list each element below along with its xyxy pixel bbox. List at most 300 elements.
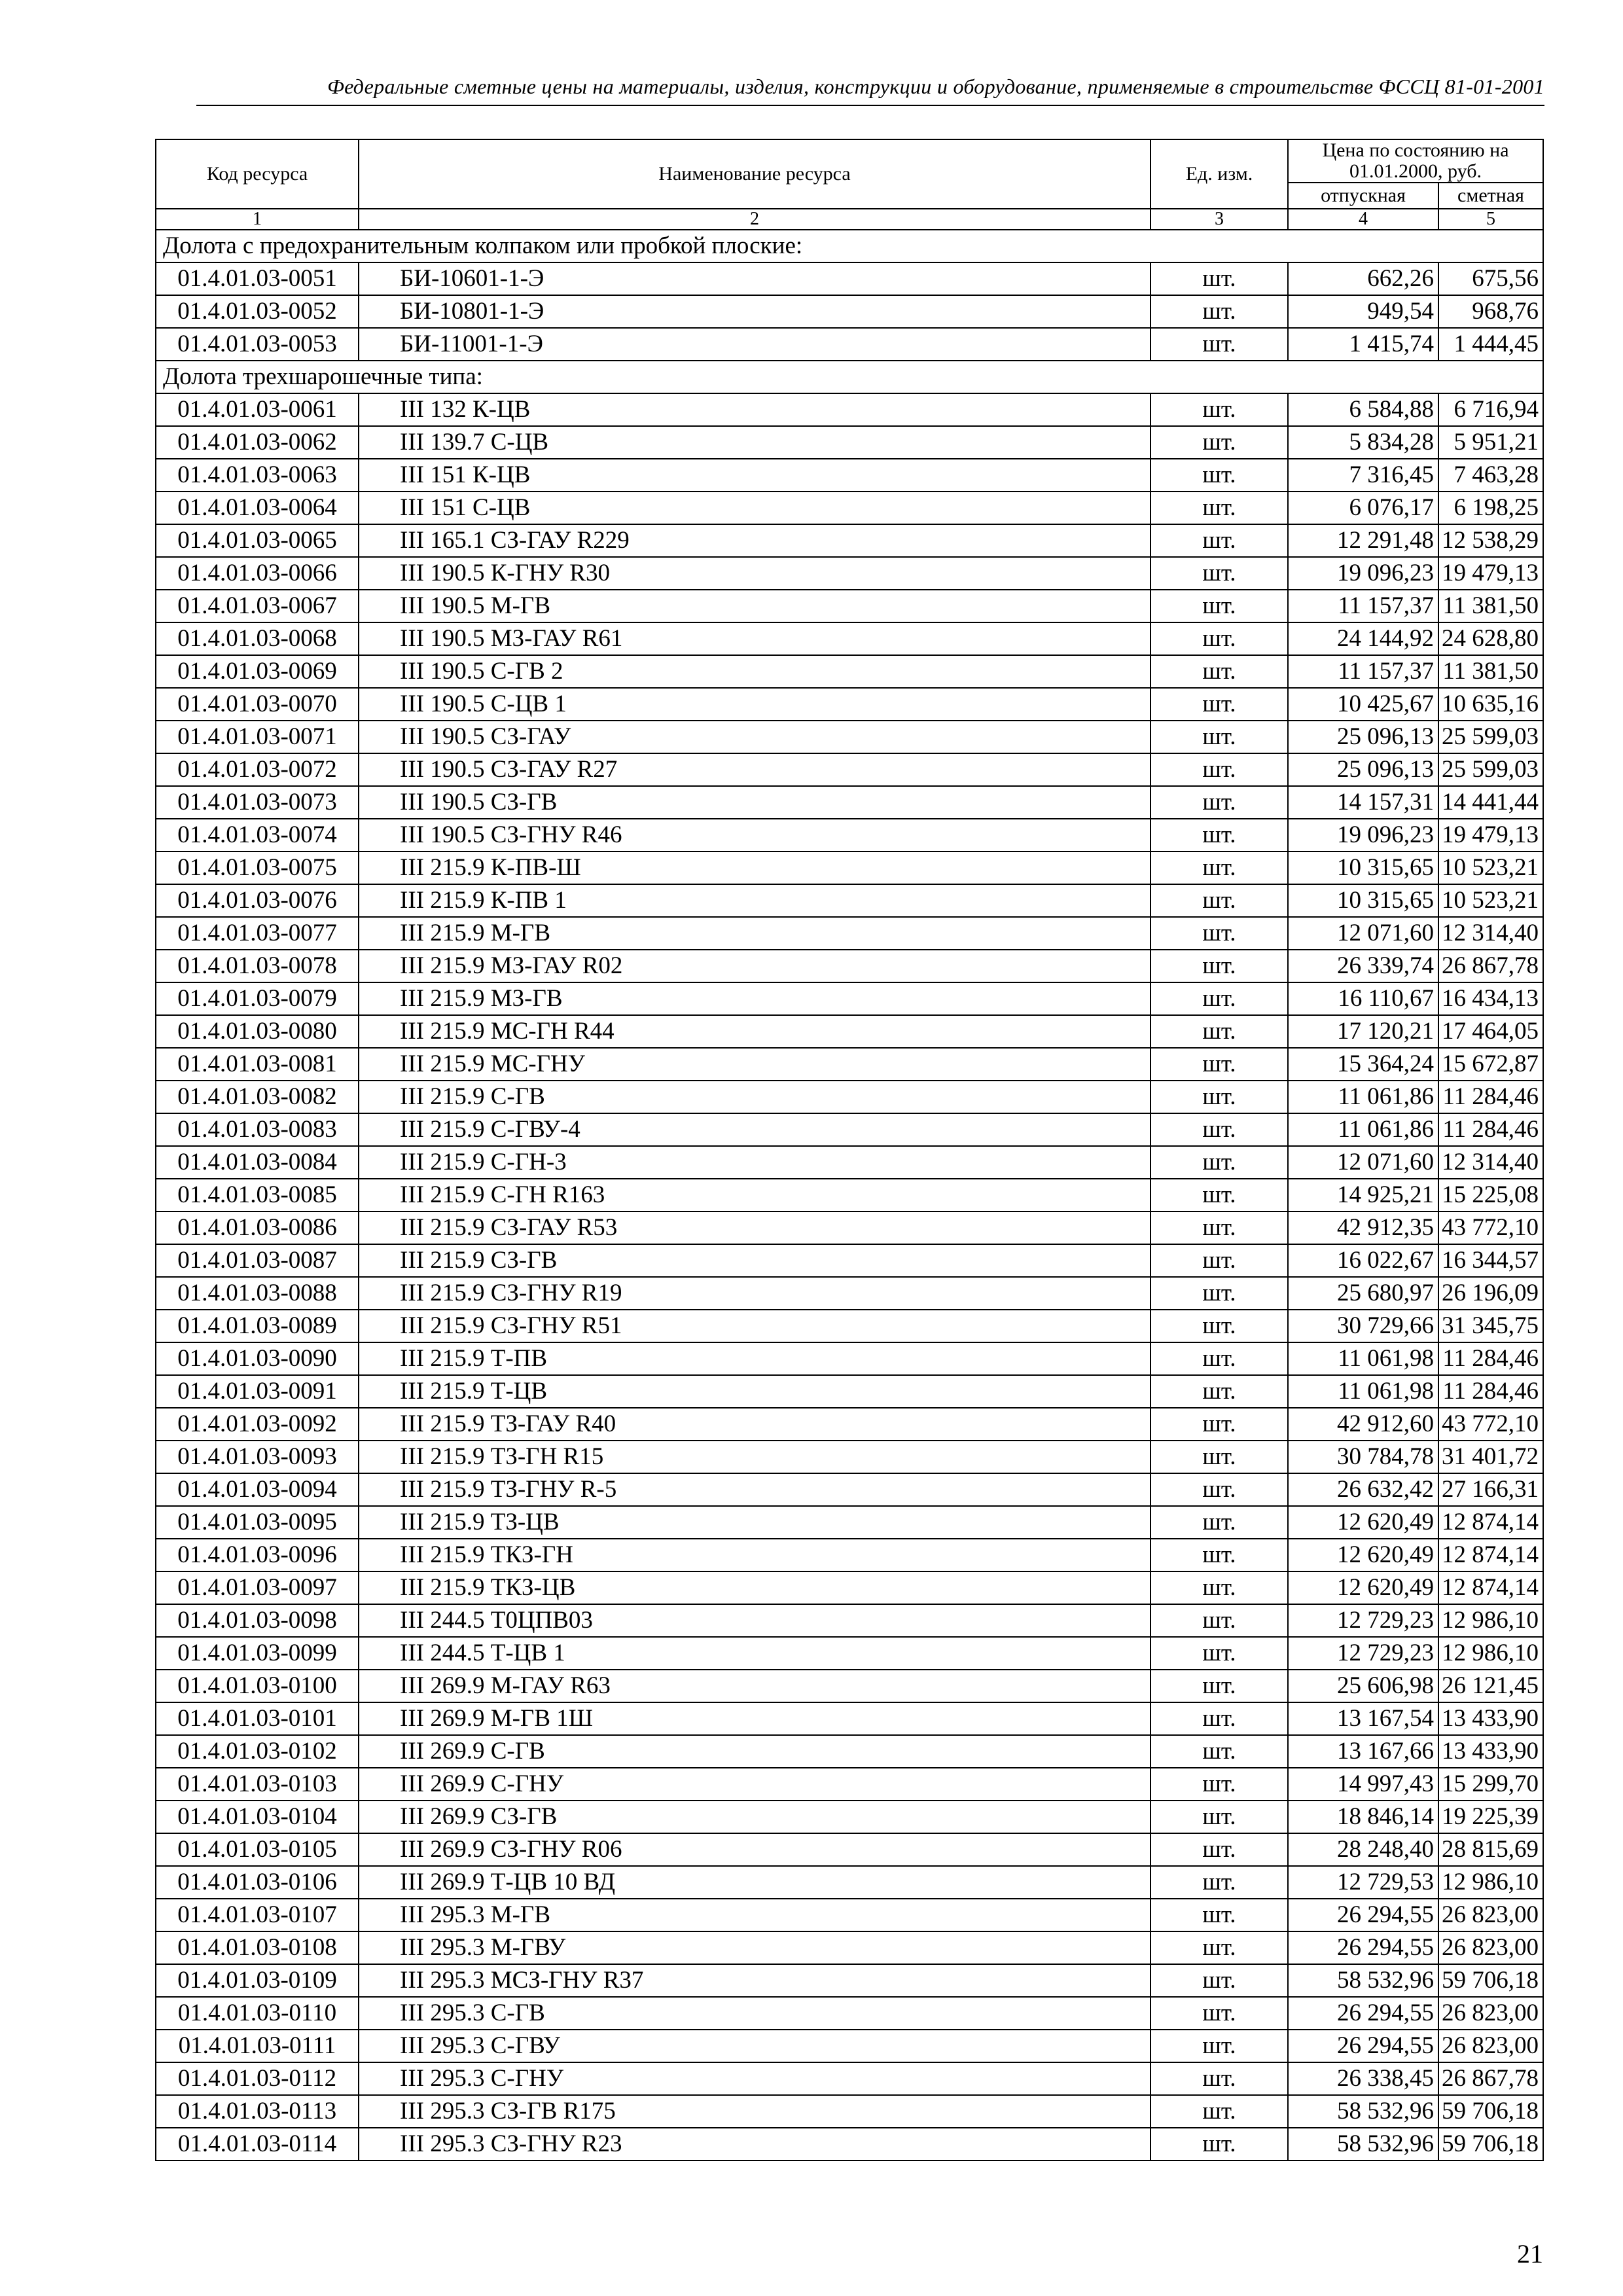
estimate-price-cell: 12 314,40 (1438, 1146, 1543, 1179)
unit-cell: шт. (1150, 2095, 1288, 2128)
release-price-cell: 12 729,23 (1288, 1637, 1438, 1670)
unit-cell: шт. (1150, 328, 1288, 361)
resource-name-cell: III 215.9 К-ПВ 1 (359, 884, 1150, 917)
estimate-price-cell: 59 706,18 (1438, 2128, 1543, 2161)
table-row (156, 688, 1543, 721)
release-price-cell: 5 834,28 (1288, 426, 1438, 459)
release-price-cell: 16 110,67 (1288, 982, 1438, 1015)
release-price-cell: 25 680,97 (1288, 1277, 1438, 1310)
release-price-cell: 12 071,60 (1288, 1146, 1438, 1179)
resource-code-cell: 01.4.01.03-0077 (156, 917, 359, 950)
release-price-cell: 7 316,45 (1288, 459, 1438, 492)
resource-code-cell: 01.4.01.03-0098 (156, 1604, 359, 1637)
table-row (156, 2062, 1543, 2095)
resource-name-cell: III 190.5 СЗ-ГВ (359, 786, 1150, 819)
resource-code-cell: 01.4.01.03-0065 (156, 524, 359, 557)
table-row (156, 655, 1543, 688)
table-row (156, 1931, 1543, 1964)
unit-cell: шт. (1150, 2062, 1288, 2095)
resource-name-cell: III 295.3 СЗ-ГВ R175 (359, 2095, 1150, 2128)
resource-code-cell: 01.4.01.03-0094 (156, 1473, 359, 1506)
estimate-price-cell: 26 867,78 (1438, 2062, 1543, 2095)
table-row (156, 1833, 1543, 1866)
resource-name-cell: III 215.9 СЗ-ГНУ R19 (359, 1277, 1150, 1310)
resource-code-cell: 01.4.01.03-0104 (156, 1801, 359, 1833)
resource-name-cell: III 190.5 С-ГВ 2 (359, 655, 1150, 688)
unit-cell: шт. (1150, 1539, 1288, 1571)
table-row (156, 1473, 1543, 1506)
header-unit: Ед. изм. (1150, 139, 1288, 209)
resource-name-cell: III 215.9 С-ГН-3 (359, 1146, 1150, 1179)
resource-code-cell: 01.4.01.03-0081 (156, 1048, 359, 1081)
table-row (156, 328, 1543, 361)
unit-cell: шт. (1150, 1081, 1288, 1113)
estimate-price-cell: 19 225,39 (1438, 1801, 1543, 1833)
estimate-price-cell: 59 706,18 (1438, 1964, 1543, 1997)
estimate-price-cell: 14 441,44 (1438, 786, 1543, 819)
table-row (156, 524, 1543, 557)
release-price-cell: 26 294,55 (1288, 1899, 1438, 1931)
table-row (156, 1277, 1543, 1310)
resource-name-cell: III 190.5 СЗ-ГАУ R27 (359, 753, 1150, 786)
estimate-price-cell: 12 874,14 (1438, 1539, 1543, 1571)
table-row (156, 1211, 1543, 1244)
resource-code-cell: 01.4.01.03-0062 (156, 426, 359, 459)
resource-name-cell: III 295.3 СЗ-ГНУ R23 (359, 2128, 1150, 2161)
page-number: 21 (1517, 2239, 1543, 2269)
table-row (156, 1408, 1543, 1441)
table-header (156, 139, 1543, 230)
resource-code-cell: 01.4.01.03-0052 (156, 295, 359, 328)
group-row (156, 361, 1543, 393)
estimate-price-cell: 31 401,72 (1438, 1441, 1543, 1473)
unit-cell: шт. (1150, 590, 1288, 622)
estimate-price-cell: 6 198,25 (1438, 492, 1543, 524)
release-price-cell: 11 061,98 (1288, 1375, 1438, 1408)
release-price-cell: 14 157,31 (1288, 786, 1438, 819)
table-row (156, 1899, 1543, 1931)
table-row (156, 492, 1543, 524)
estimate-price-cell: 16 344,57 (1438, 1244, 1543, 1277)
release-price-cell: 24 144,92 (1288, 622, 1438, 655)
unit-cell: шт. (1150, 1310, 1288, 1342)
estimate-price-cell: 25 599,03 (1438, 753, 1543, 786)
resource-code-cell: 01.4.01.03-0070 (156, 688, 359, 721)
estimate-price-cell: 27 166,31 (1438, 1473, 1543, 1506)
unit-cell: шт. (1150, 426, 1288, 459)
release-price-cell: 19 096,23 (1288, 557, 1438, 590)
resource-code-cell: 01.4.01.03-0061 (156, 393, 359, 426)
resource-code-cell: 01.4.01.03-0083 (156, 1113, 359, 1146)
estimate-price-cell: 1 444,45 (1438, 328, 1543, 361)
unit-cell: шт. (1150, 1048, 1288, 1081)
table-row (156, 1637, 1543, 1670)
unit-cell: шт. (1150, 819, 1288, 852)
release-price-cell: 17 120,21 (1288, 1015, 1438, 1048)
unit-cell: шт. (1150, 557, 1288, 590)
resource-code-cell: 01.4.01.03-0079 (156, 982, 359, 1015)
resource-name-cell: III 215.9 С-ГВУ-4 (359, 1113, 1150, 1146)
estimate-price-cell: 26 823,00 (1438, 2030, 1543, 2062)
unit-cell: шт. (1150, 1244, 1288, 1277)
resource-name-cell: III 190.5 МЗ-ГАУ R61 (359, 622, 1150, 655)
resource-name-cell: III 215.9 МЗ-ГВ (359, 982, 1150, 1015)
resource-name-cell: III 215.9 ТЗ-ГАУ R40 (359, 1408, 1150, 1441)
resource-name-cell: III 215.9 МС-ГН R44 (359, 1015, 1150, 1048)
table-row (156, 917, 1543, 950)
table-row (156, 1375, 1543, 1408)
resource-code-cell: 01.4.01.03-0064 (156, 492, 359, 524)
release-price-cell: 12 729,23 (1288, 1604, 1438, 1637)
table-row (156, 1997, 1543, 2030)
table-row (156, 852, 1543, 884)
release-price-cell: 10 425,67 (1288, 688, 1438, 721)
resource-name-cell: III 269.9 С-ГНУ (359, 1768, 1150, 1801)
resource-name-cell: III 215.9 МЗ-ГАУ R02 (359, 950, 1150, 982)
table-row (156, 1571, 1543, 1604)
estimate-price-cell: 26 823,00 (1438, 1899, 1543, 1931)
unit-cell: шт. (1150, 2030, 1288, 2062)
resource-code-cell: 01.4.01.03-0109 (156, 1964, 359, 1997)
unit-cell: шт. (1150, 262, 1288, 295)
estimate-price-cell: 13 433,90 (1438, 1702, 1543, 1735)
release-price-cell: 26 294,55 (1288, 1997, 1438, 2030)
resource-name-cell: III 215.9 СЗ-ГНУ R51 (359, 1310, 1150, 1342)
estimate-price-cell: 26 196,09 (1438, 1277, 1543, 1310)
estimate-price-cell: 19 479,13 (1438, 557, 1543, 590)
resource-code-cell: 01.4.01.03-0063 (156, 459, 359, 492)
release-price-cell: 12 729,53 (1288, 1866, 1438, 1899)
estimate-price-cell: 26 823,00 (1438, 1997, 1543, 2030)
estimate-price-cell: 12 986,10 (1438, 1866, 1543, 1899)
resource-code-cell: 01.4.01.03-0105 (156, 1833, 359, 1866)
resource-name-cell: III 269.9 СЗ-ГВ (359, 1801, 1150, 1833)
unit-cell: шт. (1150, 1637, 1288, 1670)
release-price-cell: 28 248,40 (1288, 1833, 1438, 1866)
table-row (156, 1670, 1543, 1702)
release-price-cell: 14 925,21 (1288, 1179, 1438, 1211)
resource-name-cell: III 139.7 С-ЦВ (359, 426, 1150, 459)
resource-code-cell: 01.4.01.03-0113 (156, 2095, 359, 2128)
release-price-cell: 662,26 (1288, 262, 1438, 295)
table-row (156, 819, 1543, 852)
table-row (156, 1146, 1543, 1179)
unit-cell: шт. (1150, 852, 1288, 884)
unit-cell: шт. (1150, 1670, 1288, 1702)
table-row (156, 1441, 1543, 1473)
table-row (156, 1342, 1543, 1375)
release-price-cell: 26 294,55 (1288, 1931, 1438, 1964)
unit-cell: шт. (1150, 1604, 1288, 1637)
resource-code-cell: 01.4.01.03-0093 (156, 1441, 359, 1473)
unit-cell: шт. (1150, 2128, 1288, 2161)
unit-cell: шт. (1150, 950, 1288, 982)
resource-code-cell: 01.4.01.03-0099 (156, 1637, 359, 1670)
resource-name-cell: III 215.9 Т-ПВ (359, 1342, 1150, 1375)
resource-name-cell: III 215.9 ТКЗ-ГН (359, 1539, 1150, 1571)
resource-name-cell: III 215.9 К-ПВ-Ш (359, 852, 1150, 884)
release-price-cell: 10 315,65 (1288, 852, 1438, 884)
table-row (156, 786, 1543, 819)
release-price-cell: 14 997,43 (1288, 1768, 1438, 1801)
table-row (156, 557, 1543, 590)
table-row (156, 295, 1543, 328)
unit-cell: шт. (1150, 1375, 1288, 1408)
release-price-cell: 26 339,74 (1288, 950, 1438, 982)
unit-cell: шт. (1150, 1833, 1288, 1866)
estimate-price-cell: 15 672,87 (1438, 1048, 1543, 1081)
resource-code-cell: 01.4.01.03-0071 (156, 721, 359, 753)
table-row (156, 622, 1543, 655)
estimate-price-cell: 43 772,10 (1438, 1211, 1543, 1244)
table-row (156, 1015, 1543, 1048)
estimate-price-cell: 5 951,21 (1438, 426, 1543, 459)
estimate-price-cell: 11 381,50 (1438, 655, 1543, 688)
release-price-cell: 12 071,60 (1288, 917, 1438, 950)
estimate-price-cell: 12 874,14 (1438, 1506, 1543, 1539)
unit-cell: шт. (1150, 1931, 1288, 1964)
table-row (156, 1539, 1543, 1571)
unit-cell: шт. (1150, 917, 1288, 950)
estimate-price-cell: 10 635,16 (1438, 688, 1543, 721)
table-row (156, 982, 1543, 1015)
header-name: Наименование ресурса (359, 139, 1150, 209)
table-row (156, 1801, 1543, 1833)
unit-cell: шт. (1150, 1113, 1288, 1146)
release-price-cell: 12 291,48 (1288, 524, 1438, 557)
unit-cell: шт. (1150, 1211, 1288, 1244)
unit-cell: шт. (1150, 295, 1288, 328)
table-row (156, 459, 1543, 492)
column-number: 5 (1438, 209, 1543, 230)
release-price-cell: 13 167,66 (1288, 1735, 1438, 1768)
resource-name-cell: III 295.3 С-ГВ (359, 1997, 1150, 2030)
resource-code-cell: 01.4.01.03-0112 (156, 2062, 359, 2095)
header-code: Код ресурса (156, 139, 359, 209)
release-price-cell: 26 632,42 (1288, 1473, 1438, 1506)
resource-code-cell: 01.4.01.03-0085 (156, 1179, 359, 1211)
unit-cell: шт. (1150, 524, 1288, 557)
table-row (156, 721, 1543, 753)
unit-cell: шт. (1150, 393, 1288, 426)
resource-code-cell: 01.4.01.03-0086 (156, 1211, 359, 1244)
release-price-cell: 12 620,49 (1288, 1571, 1438, 1604)
table-row (156, 1604, 1543, 1637)
resource-name-cell: III 215.9 СЗ-ГВ (359, 1244, 1150, 1277)
estimate-price-cell: 11 381,50 (1438, 590, 1543, 622)
table-row (156, 2095, 1543, 2128)
release-price-cell: 10 315,65 (1288, 884, 1438, 917)
resource-name-cell: III 215.9 ТЗ-ГН R15 (359, 1441, 1150, 1473)
release-price-cell: 949,54 (1288, 295, 1438, 328)
resource-name-cell: III 295.3 М-ГВ (359, 1899, 1150, 1931)
resource-name-cell: III 269.9 М-ГВ 1Ш (359, 1702, 1150, 1735)
estimate-price-cell: 12 538,29 (1438, 524, 1543, 557)
resource-code-cell: 01.4.01.03-0078 (156, 950, 359, 982)
resource-code-cell: 01.4.01.03-0053 (156, 328, 359, 361)
release-price-cell: 1 415,74 (1288, 328, 1438, 361)
resource-name-cell: III 295.3 М-ГВУ (359, 1931, 1150, 1964)
table-row (156, 1702, 1543, 1735)
release-price-cell: 30 784,78 (1288, 1441, 1438, 1473)
resource-name-cell: III 151 С-ЦВ (359, 492, 1150, 524)
unit-cell: шт. (1150, 1408, 1288, 1441)
release-price-cell: 58 532,96 (1288, 1964, 1438, 1997)
unit-cell: шт. (1150, 1702, 1288, 1735)
resource-name-cell: III 215.9 Т-ЦВ (359, 1375, 1150, 1408)
resource-code-cell: 01.4.01.03-0097 (156, 1571, 359, 1604)
release-price-cell: 30 729,66 (1288, 1310, 1438, 1342)
table-row (156, 1081, 1543, 1113)
release-price-cell: 58 532,96 (1288, 2095, 1438, 2128)
estimate-price-cell: 26 823,00 (1438, 1931, 1543, 1964)
unit-cell: шт. (1150, 1277, 1288, 1310)
table-row (156, 426, 1543, 459)
unit-cell: шт. (1150, 786, 1288, 819)
unit-cell: шт. (1150, 492, 1288, 524)
release-price-cell: 25 606,98 (1288, 1670, 1438, 1702)
unit-cell: шт. (1150, 688, 1288, 721)
resource-name-cell: III 190.5 СЗ-ГАУ (359, 721, 1150, 753)
resource-code-cell: 01.4.01.03-0068 (156, 622, 359, 655)
estimate-price-cell: 10 523,21 (1438, 852, 1543, 884)
table-row (156, 1179, 1543, 1211)
table-row (156, 1506, 1543, 1539)
estimate-price-cell: 17 464,05 (1438, 1015, 1543, 1048)
estimate-price-cell: 28 815,69 (1438, 1833, 1543, 1866)
table-row (156, 1244, 1543, 1277)
resource-name-cell: III 244.5 Т0ЦПВ03 (359, 1604, 1150, 1637)
resource-name-cell: III 244.5 Т-ЦВ 1 (359, 1637, 1150, 1670)
estimate-price-cell: 7 463,28 (1438, 459, 1543, 492)
resource-code-cell: 01.4.01.03-0103 (156, 1768, 359, 1801)
unit-cell: шт. (1150, 1342, 1288, 1375)
resource-name-cell: III 215.9 ТЗ-ГНУ R-5 (359, 1473, 1150, 1506)
estimate-price-cell: 12 874,14 (1438, 1571, 1543, 1604)
resource-code-cell: 01.4.01.03-0051 (156, 262, 359, 295)
resource-name-cell: III 295.3 С-ГВУ (359, 2030, 1150, 2062)
resource-name-cell: III 132 К-ЦВ (359, 393, 1150, 426)
resource-code-cell: 01.4.01.03-0114 (156, 2128, 359, 2161)
release-price-cell: 58 532,96 (1288, 2128, 1438, 2161)
unit-cell: шт. (1150, 721, 1288, 753)
column-number-row (156, 209, 1543, 230)
resource-code-cell: 01.4.01.03-0084 (156, 1146, 359, 1179)
table-row (156, 262, 1543, 295)
unit-cell: шт. (1150, 1964, 1288, 1997)
resource-name-cell: III 215.9 ТЗ-ЦВ (359, 1506, 1150, 1539)
header-estimate-price: сметная (1438, 183, 1543, 209)
resource-name-cell: БИ-10601-1-Э (359, 262, 1150, 295)
table-row (156, 950, 1543, 982)
resource-code-cell: 01.4.01.03-0108 (156, 1931, 359, 1964)
header-release-price: отпускная (1288, 183, 1438, 209)
release-price-cell: 11 157,37 (1288, 655, 1438, 688)
table-row (156, 753, 1543, 786)
release-price-cell: 13 167,54 (1288, 1702, 1438, 1735)
table-row (156, 1113, 1543, 1146)
release-price-cell: 26 294,55 (1288, 2030, 1438, 2062)
resource-code-cell: 01.4.01.03-0102 (156, 1735, 359, 1768)
resource-code-cell: 01.4.01.03-0074 (156, 819, 359, 852)
estimate-price-cell: 15 299,70 (1438, 1768, 1543, 1801)
release-price-cell: 6 076,17 (1288, 492, 1438, 524)
resource-name-cell: БИ-11001-1-Э (359, 328, 1150, 361)
table-row (156, 1310, 1543, 1342)
column-number: 3 (1150, 209, 1288, 230)
table-row (156, 1735, 1543, 1768)
estimate-price-cell: 24 628,80 (1438, 622, 1543, 655)
price-table (155, 139, 1544, 2161)
unit-cell: шт. (1150, 1866, 1288, 1899)
resource-code-cell: 01.4.01.03-0080 (156, 1015, 359, 1048)
header-rule (196, 105, 1544, 106)
table-row (156, 884, 1543, 917)
group-row (156, 230, 1543, 262)
unit-cell: шт. (1150, 622, 1288, 655)
table-body (156, 230, 1543, 2161)
estimate-price-cell: 13 433,90 (1438, 1735, 1543, 1768)
table-row (156, 1964, 1543, 1997)
resource-code-cell: 01.4.01.03-0096 (156, 1539, 359, 1571)
estimate-price-cell: 31 345,75 (1438, 1310, 1543, 1342)
estimate-price-cell: 10 523,21 (1438, 884, 1543, 917)
release-price-cell: 11 061,86 (1288, 1081, 1438, 1113)
estimate-price-cell: 25 599,03 (1438, 721, 1543, 753)
estimate-price-cell: 12 986,10 (1438, 1604, 1543, 1637)
unit-cell: шт. (1150, 1146, 1288, 1179)
resource-code-cell: 01.4.01.03-0066 (156, 557, 359, 590)
unit-cell: шт. (1150, 1571, 1288, 1604)
resource-code-cell: 01.4.01.03-0088 (156, 1277, 359, 1310)
table-row (156, 2030, 1543, 2062)
resource-code-cell: 01.4.01.03-0110 (156, 1997, 359, 2030)
resource-code-cell: 01.4.01.03-0076 (156, 884, 359, 917)
release-price-cell: 42 912,35 (1288, 1211, 1438, 1244)
release-price-cell: 19 096,23 (1288, 819, 1438, 852)
table-row (156, 590, 1543, 622)
release-price-cell: 42 912,60 (1288, 1408, 1438, 1441)
resource-name-cell: III 190.5 С-ЦВ 1 (359, 688, 1150, 721)
resource-name-cell: III 269.9 Т-ЦВ 10 ВД (359, 1866, 1150, 1899)
unit-cell: шт. (1150, 1473, 1288, 1506)
resource-name-cell: III 190.5 К-ГНУ R30 (359, 557, 1150, 590)
unit-cell: шт. (1150, 1441, 1288, 1473)
resource-name-cell: III 151 К-ЦВ (359, 459, 1150, 492)
resource-name-cell: III 165.1 СЗ-ГАУ R229 (359, 524, 1150, 557)
release-price-cell: 11 061,98 (1288, 1342, 1438, 1375)
resource-code-cell: 01.4.01.03-0075 (156, 852, 359, 884)
estimate-price-cell: 43 772,10 (1438, 1408, 1543, 1441)
resource-code-cell: 01.4.01.03-0092 (156, 1408, 359, 1441)
release-price-cell: 15 364,24 (1288, 1048, 1438, 1081)
estimate-price-cell: 12 986,10 (1438, 1637, 1543, 1670)
unit-cell: шт. (1150, 459, 1288, 492)
table-row (156, 393, 1543, 426)
resource-name-cell: III 295.3 МСЗ-ГНУ R37 (359, 1964, 1150, 1997)
table-row (156, 1866, 1543, 1899)
group-title: Долота с предохранительным колпаком или пробкой плоские: (156, 230, 1543, 262)
release-price-cell: 12 620,49 (1288, 1539, 1438, 1571)
table-row (156, 1048, 1543, 1081)
resource-name-cell: III 190.5 М-ГВ (359, 590, 1150, 622)
resource-code-cell: 01.4.01.03-0069 (156, 655, 359, 688)
resource-name-cell: III 215.9 С-ГН R163 (359, 1179, 1150, 1211)
release-price-cell: 11 157,37 (1288, 590, 1438, 622)
resource-code-cell: 01.4.01.03-0100 (156, 1670, 359, 1702)
table-row (156, 1768, 1543, 1801)
resource-code-cell: 01.4.01.03-0090 (156, 1342, 359, 1375)
